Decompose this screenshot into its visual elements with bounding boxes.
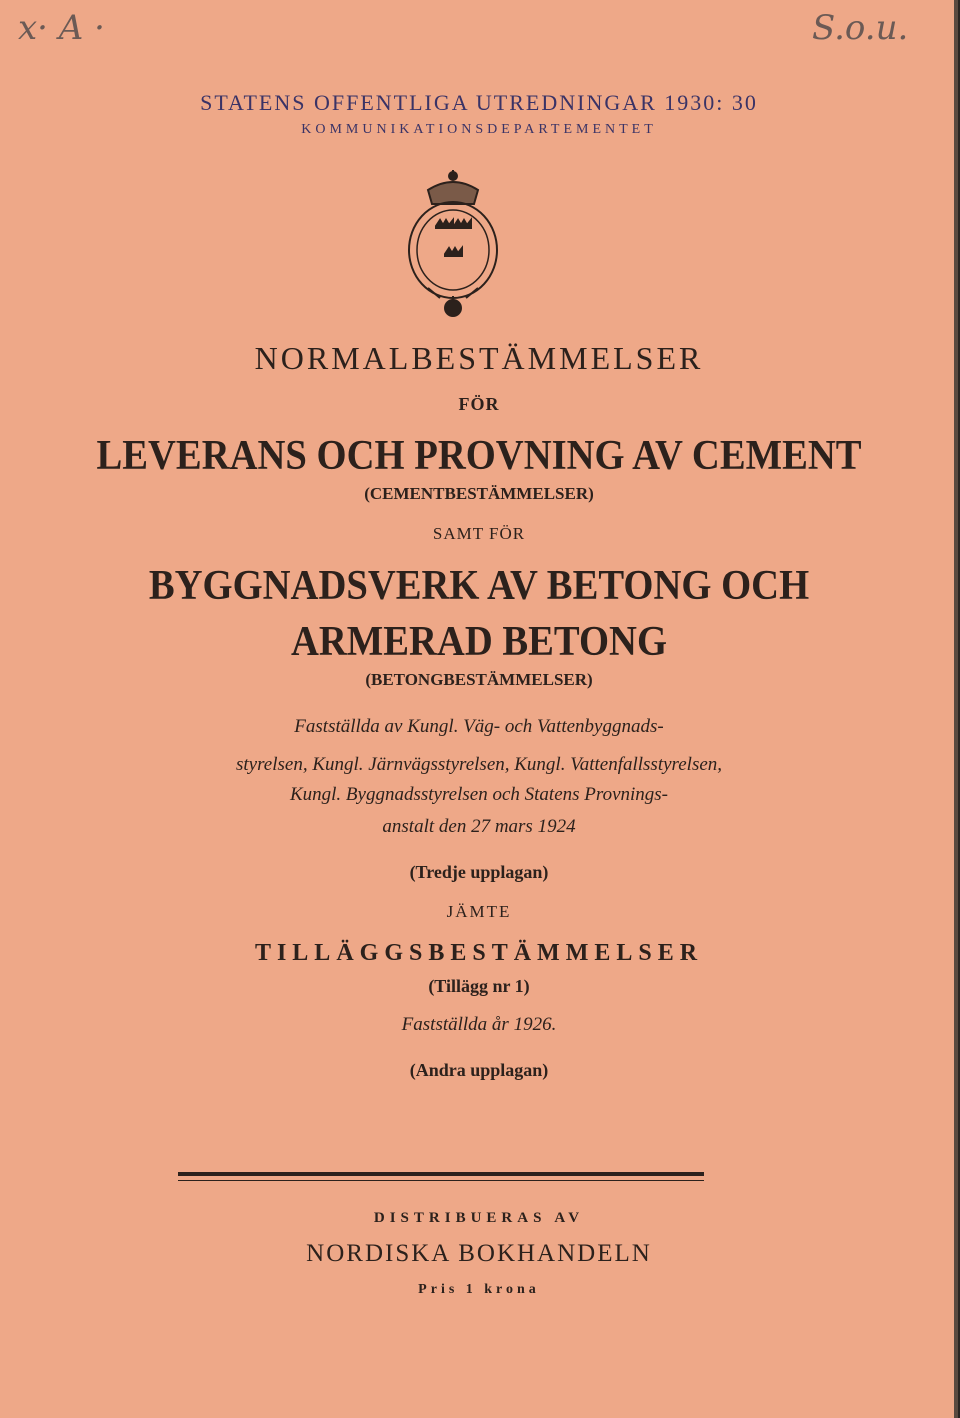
approval-line-2: styrelsen, Kungl. Järnvägsstyrelsen, Kungl. Vattenfallsstyrelsen, xyxy=(235,754,723,775)
coat-of-arms-icon xyxy=(388,168,518,320)
supplement-title: TILLÄGGSBESTÄMMELSER xyxy=(254,940,704,966)
title-cement: LEVERANS OCH PROVNING AV CEMENT xyxy=(96,433,862,479)
title-samt-for: SAMT FÖR xyxy=(432,524,526,543)
title-reinforced-concrete: ARMERAD BETONG xyxy=(290,619,668,665)
title-concrete: BYGGNADSVERK AV BETONG OCH xyxy=(148,563,810,609)
distribution-label: DISTRIBUERAS AV xyxy=(373,1210,585,1226)
jamte-label: JÄMTE xyxy=(446,902,512,921)
concrete-subtitle: (BETONGBESTÄMMELSER) xyxy=(365,670,593,689)
supplement-edition: (Andra upplagan) xyxy=(409,1060,549,1080)
supplement-approved: Fastställda år 1926. xyxy=(401,1014,557,1035)
page-edge xyxy=(954,0,958,1418)
approval-line-4: anstalt den 27 mars 1924 xyxy=(382,816,576,837)
approval-line-3: Kungl. Byggnadsstyrelsen och Statens Provnings- xyxy=(289,784,668,805)
title-for: FÖR xyxy=(458,394,500,414)
handwritten-mark-right: S.o.u. xyxy=(812,8,909,48)
thin-rule xyxy=(178,1180,704,1181)
department: KOMMUNIKATIONSDEPARTEMENTET xyxy=(301,122,657,137)
handwritten-mark-left: x· A · xyxy=(18,8,105,48)
supplement-number: (Tillägg nr 1) xyxy=(428,976,530,996)
cement-subtitle: (CEMENTBESTÄMMELSER) xyxy=(364,484,594,503)
price-label: Pris 1 krona xyxy=(418,1282,540,1297)
main-title: NORMALBESTÄMMELSER xyxy=(254,340,704,376)
series-title: STATENS OFFENTLIGA UTREDNINGAR 1930: 30 xyxy=(200,90,758,115)
approval-line-1: Fastställda av Kungl. Väg- och Vattenbyggnads- xyxy=(294,716,664,737)
edition-third: (Tredje upplagan) xyxy=(409,862,549,882)
publisher-name: NORDISKA BOKHANDELN xyxy=(306,1240,652,1267)
thick-rule xyxy=(178,1172,704,1176)
